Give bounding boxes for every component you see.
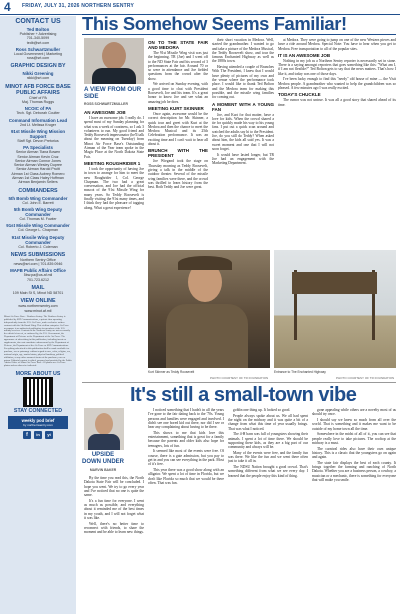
paragraph: It seemed like most of the events were free. Of course, there is a gate admission, but you pay to get in and you can see everything in the park. Most of it's free. — [148, 449, 224, 467]
commander-unit: 91st Missile Wing Commander — [6, 223, 70, 229]
online-title: VIEW ONLINE — [20, 298, 56, 305]
paragraph: The state fair displays the best of each county. It brings together the farming and ranching of North Dakota. Whether you are a business person, a cowboy, a musician or a mechanic, there is something for everyone that will make you smile. — [312, 460, 396, 483]
photo-figure-hat — [178, 256, 232, 270]
cic-title: Command Information Lead — [8, 117, 68, 123]
contact-title: CONTACT US — [15, 18, 61, 25]
mafb-line: 701.723.6212 — [27, 277, 49, 282]
pa-name: Airman Benjamin Sellers — [18, 180, 58, 185]
contact-phone: 701-340-5099 — [26, 36, 50, 41]
paragraph: I took the opportunity of having Joe in town to arrange for him to meet the new Roughrider 1, Col. George Chapman. The two had a great conversation, and Joe had the official mascot of the 91st Missile Wing for many years. So Teddy Roosevelt is finally visiting the 91st many times, and I think they had the pleasure of tagging along. What a great experience! — [84, 166, 144, 210]
story-divider — [82, 382, 396, 383]
headline-rule — [82, 34, 396, 35]
paragraph: at Medora. They were going to jump on one of the new Western pieces and have a ride around Medora. Special Note: You have to hear when you get to Medora. Free transportation to all of the popular sites. — [278, 38, 396, 51]
paragraph: their short vacation in Medora. Well, started the grandmother. I wanted to go and take a picture of the Medora Musical, the Teddy Roosevelt show, and tour the famous Enchanted Highway as well as the 1880s town. — [212, 38, 274, 64]
paragraph: goblin one thing up. It looked so good. — [233, 408, 291, 412]
news-line: Northern Sentry Office — [20, 257, 56, 262]
photo-figure-body — [166, 304, 248, 368]
subhead: A MOMENT WITH A YOUNG FAN — [212, 101, 274, 112]
subhead: BRUNCH WITH THE PRESIDENT — [148, 148, 208, 159]
paragraph: People always spoke about us. We all had spent the night on the midway and it was quite a bit of a change from what this time of year usually brings. That was what I noticed. — [228, 413, 308, 431]
story2-headline: It's still a small-town vibe — [130, 384, 357, 406]
paragraph: The 4-H barn was full of youngsters showing their animals. I spent a lot of time there. We should be supporting these kids, as they are a big part of our community and always will be. — [228, 432, 308, 450]
photo2-caption: Entrance to The Enchanted Highway — [274, 370, 326, 374]
paragraph: It would have lasted longer, but TR Joe had an engagement with the Marketing Department. — [212, 152, 274, 166]
minot-line: Maj. Thomas Ruggs — [21, 100, 55, 105]
subhead: IT IS AN AWESOME JOB — [278, 52, 331, 58]
social-row — [2, 431, 74, 439]
contact-name: Ross Schwartzmuller — [15, 46, 61, 52]
podcast-badge[interactable] — [8, 416, 68, 429]
story2-byline: MARVIN BAKER — [89, 468, 117, 472]
pa-name: Airman 1st Class Aubrey Romero — [11, 171, 65, 176]
ncoic-title: NCOIC of PA — [24, 106, 52, 112]
mafb-line[interactable]: 5bw.pa@us.af.mil — [23, 273, 53, 278]
paragraph: Somewhere in the midst of all of it, you can see that people really love to take pictures. The rooftop at the midway is a must. — [312, 432, 396, 445]
pa-name: Senior Airman Tiana Bowen — [15, 150, 61, 155]
ncoic-name: Tech. Sgt. Deborah Coulter — [16, 111, 60, 116]
paragraph: I have an awesome job. I really do. I spend most of my Sunday planning for what was a week of craziness, so I ask 3 volunteers to run. My good friend and Teddy Roosevelt impersonator (he'll talk about the meaning on Tuesday) from Minot Air Force Base's Outstanding Airman of the Year team spoke in the Magic Place at the North Dakota State Fair. — [84, 116, 144, 159]
graphic-name: Nikki Greening — [22, 71, 54, 77]
online-line[interactable]: www.northernsentry.com — [18, 304, 58, 309]
subhead: MEETING KURT SKINNER — [148, 105, 204, 111]
paragraph: I've been lucky enough to find this "nerdy" old house of mine — the Visit Medora people. A grandmother who wanted to help the grandchildren was so pleased. A few minutes ago I was really excited. — [278, 77, 396, 91]
portrait-body — [92, 68, 136, 84]
contact-email[interactable]: ross@srt.com — [26, 56, 50, 61]
connected-title: STAY CONNECTED — [13, 408, 63, 415]
paragraph: I noticed something that I hadn't in all the years I've gone to the fair dating back to the '70s. Young persons and families were engaged and involved. I didn't see one bored kid out there, nor did I see or hear any complaining about having to be there. — [148, 408, 224, 430]
photo2-credit: PHOTO COURTESY OF TR FOUNDATION — [336, 376, 395, 380]
graphic-title: GRAPHIC DESIGN BY — [10, 63, 66, 70]
pa-name: Senior Airman Wesley Dupree — [13, 163, 63, 168]
page-number: 4 — [4, 0, 11, 14]
wing-support-title: 91st Missile Wing Mission Support — [10, 128, 66, 139]
portrait-body — [88, 434, 120, 450]
commander-name: Col. John E. Barrett — [22, 200, 54, 205]
podcast-title: weekly pod brief — [21, 418, 55, 424]
paragraph: By the time you read this, the North Dakota State Fair will be concluded. I hope you went. We try to go every year and I've noticed that no one is quite the same. — [84, 476, 144, 498]
subhead: AN AWESOME JOB — [84, 110, 126, 115]
news-title: NEWS SUBMISSIONS — [10, 251, 66, 258]
story2-column-2 — [148, 408, 224, 610]
paragraph: The rumor was not untrue. It was all a good story that shared ahead of its time. — [278, 98, 396, 107]
linkedin-icon[interactable]: in — [34, 431, 42, 439]
commander-name: Col. George L. Chapman — [18, 228, 58, 233]
subhead: TODAY'S CHUCKLE — [278, 92, 321, 98]
youtube-icon[interactable]: yt — [45, 431, 53, 439]
commanders-title: COMMANDERS — [18, 187, 58, 194]
story1-column-title: A VIEW FROM OUR SIDE — [84, 86, 142, 100]
portrait-head — [102, 42, 126, 70]
paragraph: The carnival rides also have their own unique history. This is a classic that the youngsters go on again and again. — [312, 446, 396, 460]
portrait-head — [95, 413, 113, 435]
pa-name: Senior Airman Connor Jones — [15, 158, 61, 163]
mail-line: 109 Main St S, Minot ND 58701 — [12, 291, 64, 296]
story1-column-1 — [84, 108, 144, 248]
paragraph: This shows to me that kids love this entertainment, something that is great for a family because the parents and older kids also hope for teenagers, lots of fun. — [148, 430, 224, 448]
teddy-roosevelt-photo — [148, 250, 270, 368]
news-line[interactable]: news@srt.com | 701.839.0946 — [13, 262, 63, 267]
columnist-portrait — [84, 38, 144, 84]
online-line[interactable]: www.minot.af.mil — [24, 308, 52, 313]
photo1-credit: PHOTO COURTESY OF TR FOUNDATION — [210, 376, 269, 380]
minot-line: Chief of PA — [29, 95, 47, 100]
story2-column-title: UPSIDE DOWN UNDER — [82, 452, 124, 465]
enchanted-highway-photo — [274, 250, 396, 368]
paragraph: It's a fun time for everyone. I went as much as possible, and everything about it reminded me of the best times in my youth, and I will not forget what it was like. — [84, 498, 144, 521]
story2-column-3 — [228, 408, 308, 610]
paragraph: Nothing in my job as a Northern Sentry reporter is necessarily set in stone. There is a saying amongst reporters that goes something like this: "What am I, if I am not flexible?" Ted Bolton gets to say that the news matters. That's how I like it, and today was one of those days. — [278, 58, 396, 76]
pa-name: Airman 1st Class Haley Hoffman — [12, 176, 64, 181]
paragraph: Joe Wiegand took the stage on Thursday morning as Teddy Roosevelt, giving a talk in the middle of the outdoor theater. Several of the missile wing families were there, and the crowd was thrilled to learn history from the best. Both Teddy and Joe were great. — [148, 159, 208, 190]
contact-role: Local Government | Marketing — [13, 51, 63, 56]
paragraph: The 91st Missile Wing visit was just the beginning. TR (Joe) and I went off to the ND State Fair and his second of 3 performances at the fair. Around 70 or so were in attendance and Joe fielded questions from the crowd after the show. — [148, 51, 208, 81]
contact-email[interactable]: tedb@srt.com — [26, 40, 50, 45]
commander-unit: 5th Bomb Wing Deputy Commander — [13, 206, 63, 217]
paragraph: Once again, awesome would be the correct description for Mr. Skinner, a quick tour and greet with Kurt at the Medora and then the chance to meet the Medora Musical and its 25th Celebration performance. It was an exciting time and I can't wait to hear all about it. — [148, 111, 208, 147]
graphic-email[interactable]: nikki@srt.com — [26, 76, 50, 81]
photo1-caption: Kurt Skinner as Teddy Roosevelt — [148, 370, 195, 374]
pa-name: Senior Airman Kevin Cruz — [17, 154, 59, 159]
story1-column-2 — [148, 38, 208, 246]
commander-unit: 5th Bomb Wing Commander — [8, 195, 68, 201]
paragraph: Joe, and Kurt for that matter, have a love for kids. When the crowd shared a tie for quickly made his way to his young fans. I put out a quick scan around and watched the adults say hi to the President. Joe, do you still do Teddy? When asked about him, the kids all said yes. It was a sweet moment and one that I will not soon forget. — [212, 112, 274, 151]
mafb-title: MAFB Public Affairs Office — [10, 268, 66, 274]
legal-notice: Minot Air Force Base - Northern Sentry: The Northern Sentry is published by SRT Communications, a private firm operating independently from the U.S. Air Force, under exclusive written contract with the 5th Bomb Wing. This civilian enterprise Air Force newspaper is an authorized publication for members of the U.S. military services. Contents of the Northern Sentry are not necessarily the official views of, or endorsed by, the U.S. Government, the Department of Defense or the Department of the Air Force. The appearance of advertising in this publication, including inserts or supplements, does not constitute endorsement by the Department of Defense, the Department of the Air Force or SRT Communications. Everything advertised in this publication shall be made available for purchase, use or patronage without regard to race, color, religion, sex, national origin, age, marital status, physical handicap, political affiliation, or any other nonmerit factor of the purchaser, user or patron. Editorial content is edited, prepared and provided by the Public Affairs Office of Minot Air Force Base. All photos are Air Force photos unless otherwise indicated. — [4, 314, 72, 368]
columnist2-portrait — [84, 408, 124, 450]
story1-column-3 — [212, 38, 274, 246]
pa-name: Senior Airman Harold Pruitt — [16, 167, 60, 172]
cic-name: 2nd Lt. Melissa Kruger — [20, 122, 56, 127]
contact-name: Ted Bolton — [26, 27, 50, 32]
commander-name: Col. Roberto J. Coleman — [18, 244, 58, 249]
paragraph: The NDSU Nation brought a good crowd. That's something different from what we see every day. I learned that the people enjoy this kind of thing. — [228, 465, 308, 478]
mail-title: MAIL — [31, 285, 45, 292]
commander-name: Col. Thomas M. Fowler — [19, 216, 57, 221]
more-title: MORE ABOUT US — [15, 371, 61, 378]
qr-code-icon[interactable] — [25, 379, 51, 405]
wing-support-name: Staff Sgt. Devon Pretorius — [17, 138, 59, 143]
contact-role: Publisher + Advertising — [19, 32, 57, 36]
paragraph: Well, there's no better time to reconnect with friends, to share the moment and be able to learn new things. — [84, 521, 144, 535]
staff-sidebar — [0, 16, 76, 614]
paragraph: This year there was a good show along with an alligator. We spent a lot of time in Florida, but we don't like Florida so much that we would be there often. That was fun. — [148, 468, 224, 485]
podcast-sub: by northernsentry.com — [23, 423, 53, 428]
pa-title: PA Specialists — [23, 145, 53, 151]
story2-column-4 — [312, 408, 396, 610]
story2-column-1 — [84, 476, 144, 610]
photo-sign-arch — [292, 272, 377, 294]
subhead: MEETING ROUGHRIDER 1 — [84, 160, 141, 166]
facebook-icon[interactable]: f — [23, 431, 31, 439]
subhead: ON TO THE STATE FAIR AND MEDORA — [148, 40, 208, 50]
paragraph: gone appealing while others are a novelty most of us should try once. — [312, 408, 396, 417]
running-head: FRIDAY, JULY 31, 2026 NORTHERN SENTRY — [22, 3, 135, 9]
story1-byline: ROSS SCHWARTZMULLER — [84, 102, 128, 106]
minot-title: MINOT AFB FORCE BASE PUBLIC AFFAIRS — [5, 83, 71, 96]
paragraph: We arrived on Sunday evening, with a good time to chat with President Roosevelt, Joe and his team. It's a great honor to know Joe and see what an amazing job he does. — [148, 82, 208, 104]
commander-unit: 91st Missile Wing Deputy Commander — [11, 234, 65, 245]
story1-column-4 — [278, 38, 396, 246]
contact-block — [2, 18, 74, 439]
paragraph: Many of the events were free, and the family fun was there. We like the fun and we went there often just to take it all in. — [228, 450, 308, 464]
story1-headline: This Somehow Seems Familiar! — [82, 13, 347, 34]
paragraph: I should say we knew so much from all over the world. That is something and it makes me want to be outside of my home town all the time. — [312, 417, 396, 431]
paragraph: Having attended a couple of Branches With The President, I knew that I would have plenty of pictures of my own and the venue where the performance took place. I would like to thank Ted Bolton and the Medora team for making this possible, and the missile wing families for coming out. — [212, 65, 274, 100]
